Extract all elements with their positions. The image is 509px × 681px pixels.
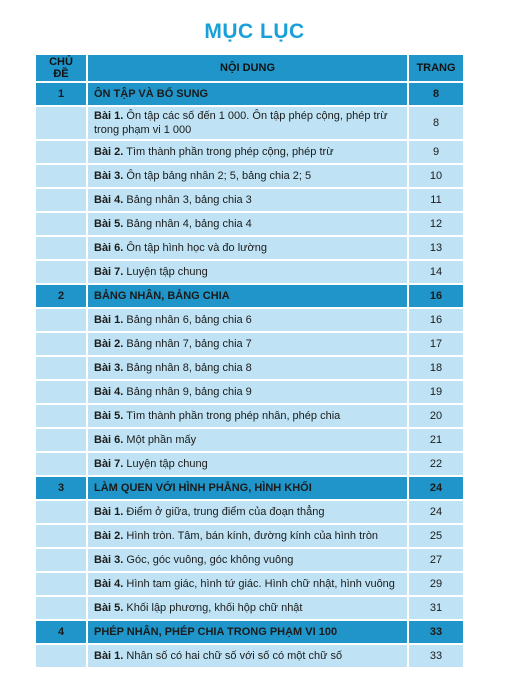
lesson-row — [36, 597, 463, 619]
lesson-cell — [88, 189, 407, 211]
lesson-row — [36, 213, 463, 235]
lesson-label: Bài 4. — [94, 578, 124, 590]
lesson-label: Bài 4. — [94, 386, 124, 398]
lesson-title: Tìm thành phần trong phép cộng, phép trừ — [126, 146, 334, 158]
topic-page: 33 — [409, 621, 463, 643]
lesson-label: Bài 5. — [94, 410, 124, 422]
lesson-page: 8 — [409, 107, 463, 139]
header-row — [36, 55, 463, 81]
topic-page: 16 — [409, 285, 463, 307]
lesson-page: 14 — [409, 261, 463, 283]
topic-title: BẢNG NHÂN, BẢNG CHIA — [88, 285, 407, 307]
lesson-cell — [88, 107, 407, 139]
lesson-label: Bài 3. — [94, 362, 124, 374]
lesson-row — [36, 189, 463, 211]
lesson-label: Bài 5. — [94, 218, 124, 230]
topic-number: 4 — [36, 621, 86, 643]
lesson-row — [36, 165, 463, 187]
lesson-page: 31 — [409, 597, 463, 619]
lesson-label: Bài 3. — [94, 170, 124, 182]
topic-number: 3 — [36, 477, 86, 499]
lesson-page: 10 — [409, 165, 463, 187]
lesson-page: 12 — [409, 213, 463, 235]
lesson-page: 17 — [409, 333, 463, 355]
lesson-title: Ôn tập bảng nhân 2; 5, bảng chia 2; 5 — [126, 170, 312, 182]
topic-title: PHÉP NHÂN, PHÉP CHIA TRONG PHẠM VI 100 — [88, 621, 407, 643]
lesson-cell — [88, 213, 407, 235]
lesson-row — [36, 357, 463, 379]
lesson-cell — [88, 453, 407, 475]
lesson-empty-cell — [36, 645, 86, 667]
lesson-empty-cell — [36, 141, 86, 163]
lesson-label: Bài 1. — [94, 506, 124, 518]
lesson-row — [36, 549, 463, 571]
lesson-row — [36, 453, 463, 475]
lesson-empty-cell — [36, 573, 86, 595]
lesson-label: Bài 7. — [94, 458, 124, 470]
lesson-cell — [88, 309, 407, 331]
topic-row — [36, 477, 463, 499]
topic-row — [36, 83, 463, 105]
lesson-row — [36, 309, 463, 331]
lesson-title: Khối lập phương, khối hộp chữ nhật — [126, 602, 303, 614]
lesson-row — [36, 429, 463, 451]
topic-number: 1 — [36, 83, 86, 105]
lesson-label: Bài 1. — [94, 314, 124, 326]
lesson-page: 22 — [409, 453, 463, 475]
lesson-title: Nhân số có hai chữ số với số có một chữ số — [126, 650, 343, 662]
lesson-cell — [88, 525, 407, 547]
lesson-empty-cell — [36, 405, 86, 427]
lesson-cell — [88, 573, 407, 595]
header-page: TRANG — [409, 55, 463, 81]
lesson-label: Bài 6. — [94, 434, 124, 446]
lesson-empty-cell — [36, 453, 86, 475]
lesson-label: Bài 3. — [94, 554, 124, 566]
lesson-row — [36, 573, 463, 595]
lesson-page: 11 — [409, 189, 463, 211]
lesson-empty-cell — [36, 165, 86, 187]
lesson-page: 9 — [409, 141, 463, 163]
lesson-title: Góc, góc vuông, góc không vuông — [126, 554, 294, 566]
lesson-label: Bài 2. — [94, 338, 124, 350]
lesson-row — [36, 381, 463, 403]
topic-page: 8 — [409, 83, 463, 105]
lesson-cell — [88, 645, 407, 667]
toc-table — [34, 53, 465, 669]
lesson-empty-cell — [36, 261, 86, 283]
lesson-empty-cell — [36, 309, 86, 331]
header-content: NỘI DUNG — [88, 55, 407, 81]
lesson-page: 25 — [409, 525, 463, 547]
header-topic: CHỦ ĐỀ — [36, 55, 86, 81]
lesson-title: Ôn tập các số đến 1 000. Ôn tập phép cộng, phép trừ trong phạm vi 1 000 — [94, 110, 388, 136]
lesson-page: 29 — [409, 573, 463, 595]
lesson-empty-cell — [36, 333, 86, 355]
lesson-page: 33 — [409, 645, 463, 667]
lesson-title: Luyện tập chung — [126, 458, 208, 470]
lesson-page: 18 — [409, 357, 463, 379]
lesson-cell — [88, 597, 407, 619]
lesson-cell — [88, 165, 407, 187]
topic-row — [36, 285, 463, 307]
lesson-row — [36, 141, 463, 163]
lesson-empty-cell — [36, 597, 86, 619]
lesson-page: 24 — [409, 501, 463, 523]
lesson-cell — [88, 333, 407, 355]
lesson-empty-cell — [36, 429, 86, 451]
lesson-row — [36, 261, 463, 283]
topic-title: LÀM QUEN VỚI HÌNH PHẲNG, HÌNH KHỐI — [88, 477, 407, 499]
lesson-empty-cell — [36, 213, 86, 235]
lesson-cell — [88, 237, 407, 259]
lesson-label: Bài 4. — [94, 194, 124, 206]
topic-row — [36, 621, 463, 643]
lesson-label: Bài 6. — [94, 242, 124, 254]
lesson-row — [36, 405, 463, 427]
lesson-page: 13 — [409, 237, 463, 259]
lesson-label: Bài 1. — [94, 650, 124, 662]
lesson-cell — [88, 357, 407, 379]
lesson-title: Bảng nhân 9, bảng chia 9 — [126, 386, 252, 398]
lesson-title: Bảng nhân 8, bảng chia 8 — [126, 362, 252, 374]
topic-title: ÔN TẬP VÀ BỔ SUNG — [88, 83, 407, 105]
lesson-page: 16 — [409, 309, 463, 331]
lesson-empty-cell — [36, 357, 86, 379]
lesson-title: Một phần mấy — [126, 434, 197, 446]
lesson-empty-cell — [36, 237, 86, 259]
lesson-title: Luyện tập chung — [126, 266, 208, 278]
lesson-label: Bài 7. — [94, 266, 124, 278]
lesson-row — [36, 501, 463, 523]
lesson-cell — [88, 405, 407, 427]
lesson-title: Bảng nhân 4, bảng chia 4 — [126, 218, 252, 230]
lesson-cell — [88, 141, 407, 163]
lesson-empty-cell — [36, 525, 86, 547]
lesson-label: Bài 5. — [94, 602, 124, 614]
lesson-page: 27 — [409, 549, 463, 571]
lesson-row — [36, 237, 463, 259]
lesson-title: Điểm ở giữa, trung điểm của đoạn thẳng — [126, 506, 325, 518]
lesson-label: Bài 2. — [94, 146, 124, 158]
lesson-cell — [88, 549, 407, 571]
lesson-empty-cell — [36, 107, 86, 139]
lesson-cell — [88, 429, 407, 451]
lesson-row — [36, 107, 463, 139]
lesson-cell — [88, 381, 407, 403]
lesson-title: Ôn tập hình học và đo lường — [126, 242, 267, 254]
lesson-row — [36, 525, 463, 547]
lesson-title: Bảng nhân 6, bảng chia 6 — [126, 314, 252, 326]
topic-number: 2 — [36, 285, 86, 307]
lesson-page: 21 — [409, 429, 463, 451]
lesson-empty-cell — [36, 501, 86, 523]
lesson-title: Hình tròn. Tâm, bán kính, đường kính của hình tròn — [126, 530, 379, 542]
lesson-label: Bài 1. — [94, 110, 124, 122]
lesson-row — [36, 333, 463, 355]
lesson-label: Bài 2. — [94, 530, 124, 542]
lesson-title: Hình tam giác, hình tứ giác. Hình chữ nhật, hình vuông — [126, 578, 395, 590]
lesson-cell — [88, 261, 407, 283]
lesson-page: 19 — [409, 381, 463, 403]
page-title: MỤC LỤC — [204, 20, 305, 43]
lesson-empty-cell — [36, 381, 86, 403]
lesson-page: 20 — [409, 405, 463, 427]
lesson-row — [36, 645, 463, 667]
lesson-title: Bảng nhân 3, bảng chia 3 — [126, 194, 252, 206]
lesson-empty-cell — [36, 549, 86, 571]
lesson-cell — [88, 501, 407, 523]
lesson-title: Bảng nhân 7, bảng chia 7 — [126, 338, 252, 350]
lesson-empty-cell — [36, 189, 86, 211]
topic-page: 24 — [409, 477, 463, 499]
lesson-title: Tìm thành phần trong phép nhân, phép chia — [126, 410, 341, 422]
